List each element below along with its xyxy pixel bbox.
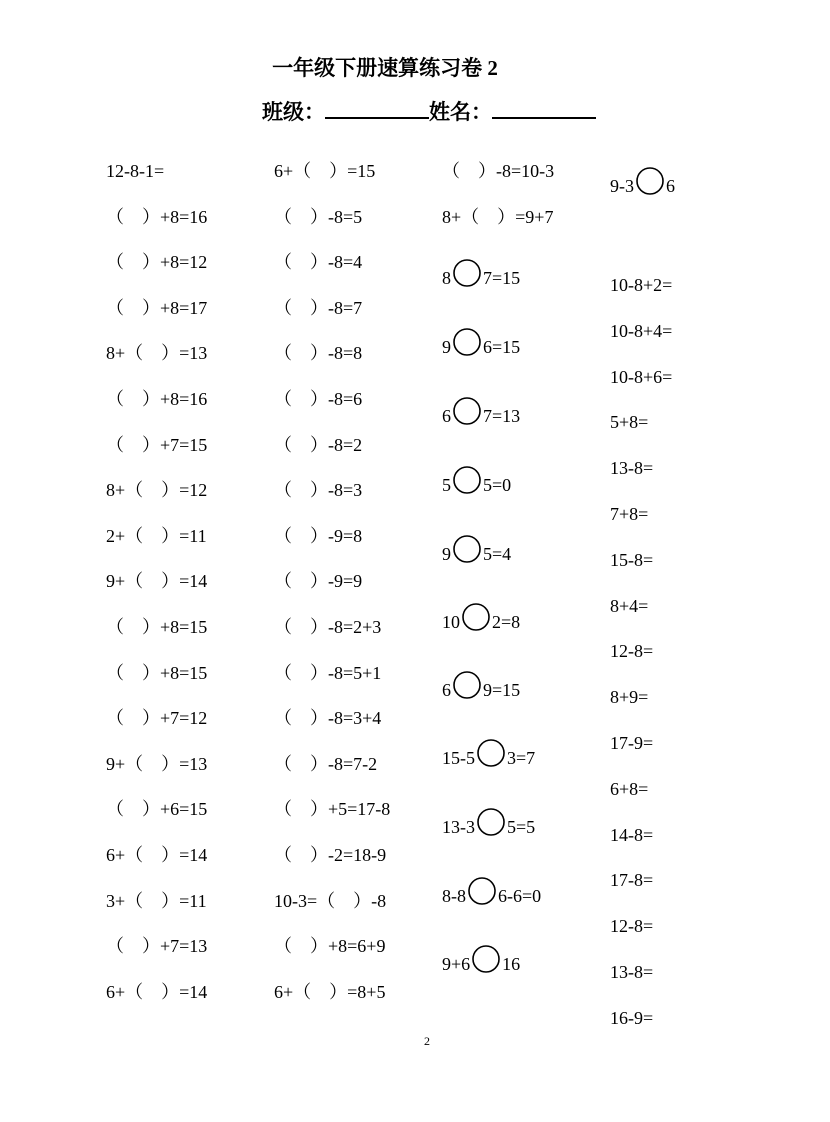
compare-circle-icon[interactable]	[476, 738, 506, 768]
compare-right: 7=13	[483, 406, 521, 426]
problem-col2: （ ）-8=5+1	[274, 662, 382, 683]
name-label: 姓名：	[429, 100, 492, 124]
problem-col2: （ ）-8=5	[274, 206, 363, 227]
problem-col2: （ ）-2=18-9	[274, 845, 387, 865]
compare-left: 10	[442, 612, 460, 632]
problem-col2: （ ）-9=8	[274, 525, 363, 546]
name-blank[interactable]	[492, 117, 596, 119]
problem-col1: （ ）+8=16	[106, 389, 208, 409]
problem-col1: （ ）+8=15	[106, 617, 208, 637]
compare-right: 5=4	[483, 544, 512, 564]
worksheet-title: 一年级下册速算练习卷 2	[272, 56, 498, 80]
problem-col4: 13-8=	[610, 962, 654, 982]
compare-problem-col3	[442, 465, 511, 496]
compare-circle-icon[interactable]	[452, 534, 482, 564]
problem-col1: 6+（ ）=14	[106, 981, 208, 1002]
problem-col4: 10-8+2=	[610, 275, 673, 295]
problem-col1: （ ）+8=17	[106, 297, 208, 318]
compare-problem-col3	[442, 396, 520, 427]
page-number: 2	[424, 1034, 430, 1048]
problem-col4: 5+8=	[610, 412, 649, 433]
compare-circle-icon[interactable]	[476, 807, 506, 837]
compare-problem-col3	[442, 670, 520, 701]
problem-col1: （ ）+7=13	[106, 936, 208, 957]
problem-col1: 3+（ ）=11	[106, 890, 207, 911]
problem-col4: 13-8=	[610, 458, 654, 479]
compare-right: 6	[666, 176, 675, 196]
compare-circle-icon[interactable]	[635, 166, 665, 196]
problem-col4: 8+4=	[610, 595, 649, 616]
problem-col2: 6+（ ）=15	[274, 161, 376, 181]
problem-col1: （ ）+7=12	[106, 708, 208, 729]
compare-right: 3=7	[507, 748, 536, 768]
problem-col4: 17-9=	[610, 733, 654, 753]
compare-left: 15-5	[442, 748, 475, 768]
problem-col2: （ ）-9=9	[274, 571, 363, 592]
problem-col1: （ ）+8=15	[106, 662, 208, 683]
problem-col2: 6+（ ）=8+5	[274, 981, 386, 1002]
compare-circle-icon[interactable]	[452, 670, 482, 700]
compare-problem-col3	[442, 807, 535, 838]
problem-col2: （ ）-8=8	[274, 343, 363, 364]
compare-problem-col3	[442, 602, 520, 633]
problem-col4: 12-8=	[610, 641, 654, 662]
problem-col4: 6+8=	[610, 778, 649, 799]
problem-col4: 15-8=	[610, 549, 654, 570]
problem-col2: （ ）-8=6	[274, 389, 363, 409]
compare-left: 8	[442, 268, 451, 288]
compare-problem-col3	[442, 944, 520, 975]
compare-circle-icon[interactable]	[452, 327, 482, 357]
compare-circle-icon[interactable]	[452, 258, 482, 288]
compare-left: 6	[442, 680, 451, 700]
compare-problem-col3	[442, 258, 520, 289]
compare-circle-icon[interactable]	[452, 465, 482, 495]
problem-col2: （ ）+5=17-8	[274, 799, 391, 820]
problem-col1: 2+（ ）=11	[106, 525, 207, 546]
compare-problem-col4	[610, 166, 675, 197]
compare-circle-icon[interactable]	[467, 876, 497, 906]
compare-left: 9-3	[610, 176, 634, 196]
problem-col4: 7+8=	[610, 504, 649, 524]
problem-col3: （ ）-8=10-3	[442, 161, 555, 181]
problem-col2: 10-3=（ ）-8	[274, 890, 387, 911]
problem-col1: （ ）+8=12	[106, 252, 208, 273]
problem-col2: （ ）-8=2+3	[274, 617, 382, 637]
problem-col4: 8+9=	[610, 687, 649, 708]
problem-col1: （ ）+7=15	[106, 434, 208, 455]
problem-col1: 9+（ ）=14	[106, 571, 208, 592]
compare-left: 9+6	[442, 954, 471, 974]
problem-col4: 16-9=	[610, 1007, 654, 1028]
compare-left: 13-3	[442, 817, 475, 837]
problem-col2: （ ）-8=7-2	[274, 753, 378, 774]
problem-col2: （ ）-8=3	[274, 480, 363, 501]
class-label: 班级：	[262, 100, 325, 124]
compare-right: 6-6=0	[498, 886, 542, 906]
problem-col1: 8+（ ）=12	[106, 480, 208, 501]
compare-left: 8-8	[442, 886, 466, 906]
problem-col1: 8+（ ）=13	[106, 343, 208, 364]
compare-circle-icon[interactable]	[461, 602, 491, 632]
problem-col1: 6+（ ）=14	[106, 845, 208, 865]
problem-col2: （ ）+8=6+9	[274, 936, 386, 957]
problem-col1: （ ）+8=16	[106, 206, 208, 227]
problem-col2: （ ）-8=2	[274, 434, 363, 455]
compare-problem-col3	[442, 327, 520, 358]
compare-right: 16	[502, 954, 521, 974]
student-info-line	[262, 96, 596, 126]
compare-problem-col3	[442, 876, 541, 907]
problem-col4: 10-8+4=	[610, 320, 673, 341]
compare-left: 9	[442, 337, 451, 357]
problem-col4: 17-8=	[610, 870, 654, 891]
compare-right: 7=15	[483, 268, 521, 288]
problem-col1: 12-8-1=	[106, 161, 165, 181]
problem-col2: （ ）-8=3+4	[274, 708, 382, 729]
problem-col4: 10-8+6=	[610, 366, 673, 387]
problem-col4: 12-8=	[610, 916, 654, 937]
class-blank[interactable]	[325, 117, 429, 119]
compare-left: 9	[442, 544, 451, 564]
problem-col3: 8+（ ）=9+7	[442, 206, 554, 227]
compare-problem-col3	[442, 534, 511, 565]
compare-right: 6=15	[483, 337, 521, 357]
problem-col4: 14-8=	[610, 824, 654, 845]
compare-circle-icon[interactable]	[471, 944, 501, 974]
compare-right: 5=0	[483, 475, 512, 495]
compare-problem-col3	[442, 738, 535, 769]
problem-col1: （ ）+6=15	[106, 799, 208, 820]
problem-col2: （ ）-8=7	[274, 297, 363, 318]
compare-right: 9=15	[483, 680, 521, 700]
compare-left: 6	[442, 406, 451, 426]
problem-col1: 9+（ ）=13	[106, 753, 208, 774]
compare-left: 5	[442, 475, 451, 495]
problem-col2: （ ）-8=4	[274, 252, 363, 273]
compare-right: 5=5	[507, 817, 536, 837]
compare-right: 2=8	[492, 612, 521, 632]
compare-circle-icon[interactable]	[452, 396, 482, 426]
